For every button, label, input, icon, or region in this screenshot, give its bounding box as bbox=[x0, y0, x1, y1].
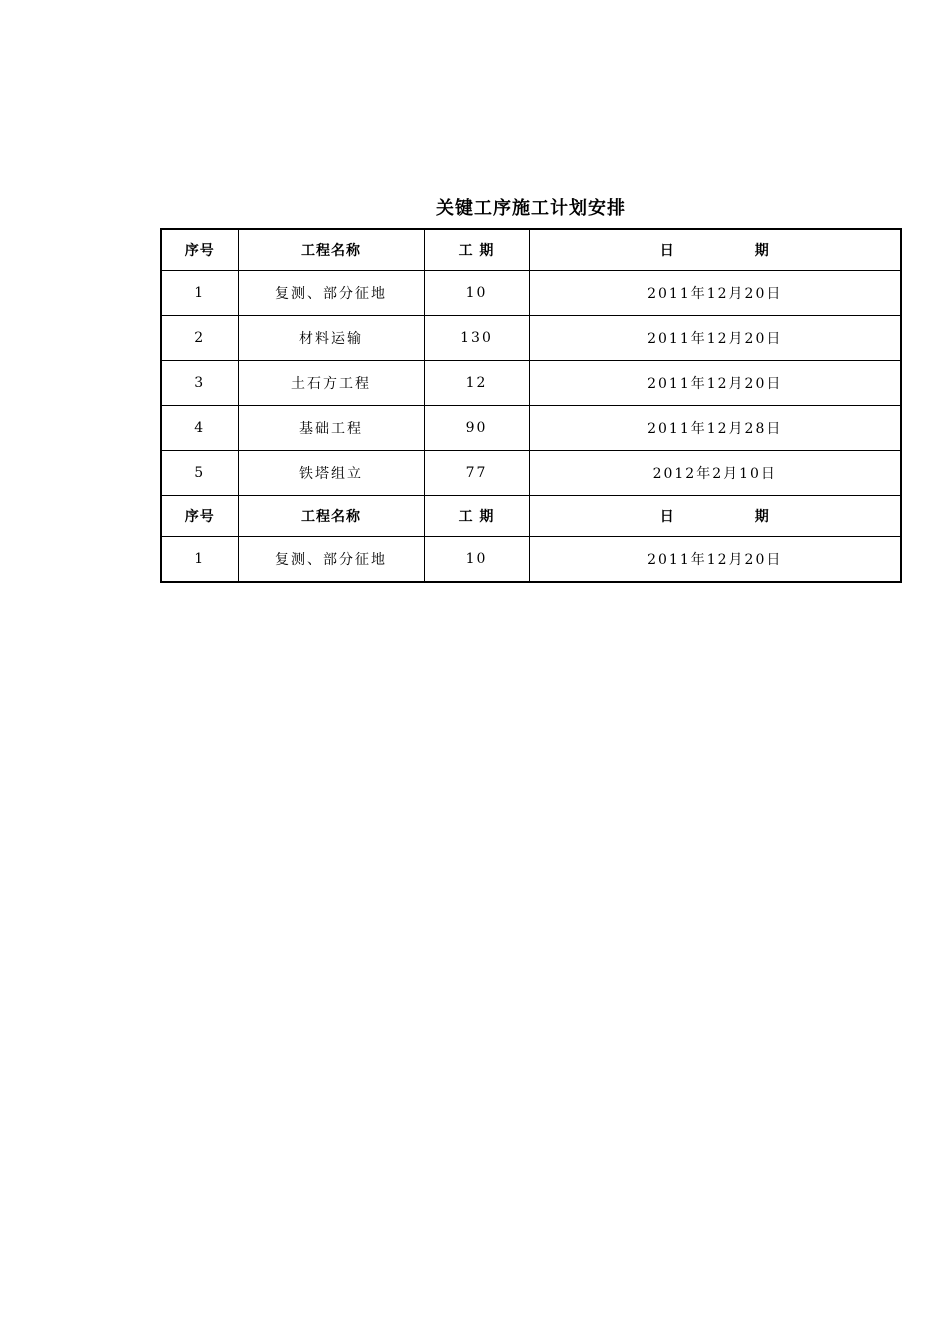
table-row bbox=[161, 406, 901, 451]
table-row bbox=[161, 271, 901, 316]
cell-seq: 3 bbox=[161, 361, 238, 406]
cell-period: 10 bbox=[424, 537, 529, 583]
cell-seq: 1 bbox=[161, 271, 238, 316]
header-date bbox=[529, 496, 901, 537]
cell-date: 2011年12月20日 bbox=[529, 361, 901, 406]
table-header-row bbox=[161, 229, 901, 271]
header-seq: 序号 bbox=[161, 229, 238, 271]
cell-seq: 4 bbox=[161, 406, 238, 451]
table-row bbox=[161, 316, 901, 361]
header-date-left: 日 bbox=[659, 243, 675, 259]
header-period: 工 期 bbox=[424, 229, 529, 271]
schedule-table bbox=[160, 228, 902, 583]
table-row bbox=[161, 451, 901, 496]
cell-period: 12 bbox=[424, 361, 529, 406]
header-date bbox=[529, 229, 901, 271]
cell-seq: 5 bbox=[161, 451, 238, 496]
header-date-right: 期 bbox=[754, 243, 770, 259]
header-period: 工 期 bbox=[424, 496, 529, 537]
cell-name: 基础工程 bbox=[238, 406, 424, 451]
table-row bbox=[161, 537, 901, 583]
header-seq: 序号 bbox=[161, 496, 238, 537]
cell-name: 复测、部分征地 bbox=[238, 537, 424, 583]
cell-date: 2011年12月20日 bbox=[529, 271, 901, 316]
page-title: 关键工序施工计划安排 bbox=[436, 198, 626, 219]
header-date-label bbox=[660, 506, 770, 526]
cell-name: 材料运输 bbox=[238, 316, 424, 361]
cell-date: 2011年12月20日 bbox=[529, 316, 901, 361]
cell-name: 铁塔组立 bbox=[238, 451, 424, 496]
cell-period: 90 bbox=[424, 406, 529, 451]
cell-period: 130 bbox=[424, 316, 529, 361]
header-date-right: 期 bbox=[754, 509, 770, 525]
cell-seq: 2 bbox=[161, 316, 238, 361]
table-row bbox=[161, 361, 901, 406]
cell-period: 10 bbox=[424, 271, 529, 316]
cell-name: 土石方工程 bbox=[238, 361, 424, 406]
header-date-left: 日 bbox=[659, 509, 675, 525]
header-name: 工程名称 bbox=[238, 496, 424, 537]
cell-date: 2012年2月10日 bbox=[529, 451, 901, 496]
cell-date: 2011年12月28日 bbox=[529, 406, 901, 451]
cell-period: 77 bbox=[424, 451, 529, 496]
header-date-label bbox=[660, 240, 770, 260]
cell-seq: 1 bbox=[161, 537, 238, 583]
table-header-row-repeat bbox=[161, 496, 901, 537]
cell-date: 2011年12月20日 bbox=[529, 537, 901, 583]
header-name: 工程名称 bbox=[238, 229, 424, 271]
cell-name: 复测、部分征地 bbox=[238, 271, 424, 316]
